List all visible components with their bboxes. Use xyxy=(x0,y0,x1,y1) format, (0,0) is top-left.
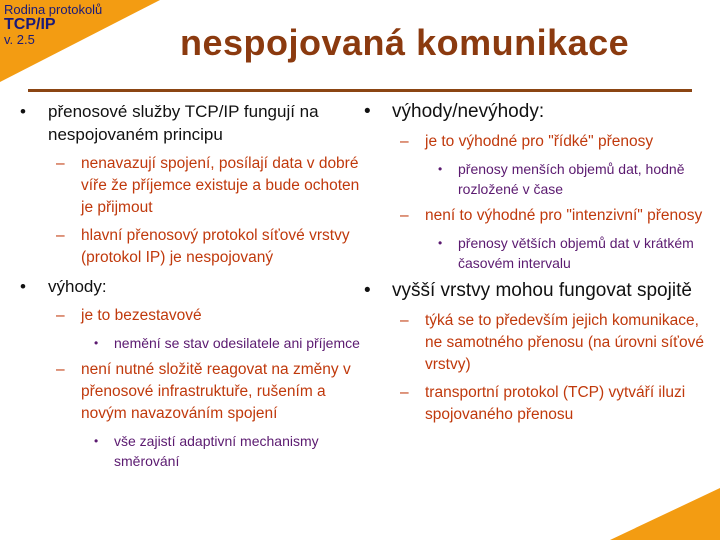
series-badge xyxy=(4,3,102,47)
dash-marker: – xyxy=(400,312,409,329)
sub-bullet-item xyxy=(20,305,365,327)
sub-bullet-text: nenavazují spojení, posílají data v dobré víře že příjemce existuje a bude ochoten je přijmout xyxy=(81,155,360,216)
sub-sub-bullet-text: vše zajistí adaptivní mechanismy směrování xyxy=(114,433,319,469)
dash-marker: – xyxy=(56,155,65,172)
bullet-marker: • xyxy=(364,280,371,301)
sub-bullet-item xyxy=(364,382,709,426)
sub-bullet-item xyxy=(364,310,709,376)
dash-marker: – xyxy=(400,384,409,401)
bullet-text: výhody: xyxy=(48,277,107,296)
sub-sub-bullet-item xyxy=(364,233,709,273)
sub-bullet-item xyxy=(364,205,709,227)
slide-title: nespojovaná komunikace xyxy=(180,22,630,63)
badge-topic: TCP/IP xyxy=(4,15,56,33)
bullet-marker: • xyxy=(20,277,26,296)
bullet-marker: • xyxy=(364,101,371,122)
sub-bullet-text: týká se to především jejich komunikace, ne samotného přenosu (na úrovni síťové vrstvy) xyxy=(425,312,704,373)
dash-marker: – xyxy=(400,207,409,224)
sub-sub-bullet-item xyxy=(20,333,365,353)
sub-sub-bullet-item xyxy=(364,159,709,199)
sub-bullet-item xyxy=(20,153,365,219)
bullet-item xyxy=(20,275,365,298)
sub-sub-bullet-text: nemění se stav odesilatele ani příjemce xyxy=(114,335,360,351)
badge-version: v. 2.5 xyxy=(4,32,35,48)
sub-bullet-text: není to výhodné pro "intenzivní" přenosy xyxy=(425,207,703,224)
sub-bullet-text: transportní protokol (TCP) vytváří iluzi spojovaného přenosu xyxy=(425,384,686,423)
bullet-text: přenosové služby TCP/IP fungují na nespojovaném principu xyxy=(48,102,319,144)
title-underline xyxy=(28,89,692,92)
sub-bullet-item xyxy=(364,131,709,153)
sub-sub-bullet-text: přenosy menších objemů dat, hodně rozložené v čase xyxy=(458,161,685,197)
bullet-item xyxy=(364,279,709,303)
left-column xyxy=(20,100,365,477)
sub-bullet-item xyxy=(20,225,365,269)
bullet-item xyxy=(20,100,365,146)
sub-bullet-text: není nutné složitě reagovat na změny v přenosové infrastruktuře, rušením a novým navazováním spojení xyxy=(81,361,351,422)
bullet-marker-small: • xyxy=(438,162,443,176)
dash-marker: – xyxy=(56,227,65,244)
right-column xyxy=(364,100,709,432)
sub-bullet-text: je to bezestavové xyxy=(81,307,202,324)
bullet-marker-small: • xyxy=(94,434,99,448)
sub-bullet-item xyxy=(20,359,365,425)
bullet-item xyxy=(364,100,709,124)
sub-bullet-text: je to výhodné pro "řídké" přenosy xyxy=(425,133,654,150)
dash-marker: – xyxy=(56,361,65,378)
sub-bullet-text: hlavní přenosový protokol síťové vrstvy (protokol IP) je nespojovaný xyxy=(81,227,350,266)
sub-sub-bullet-text: přenosy větších objemů dat v krátkém časovém intervalu xyxy=(458,235,694,271)
bullet-text: výhody/nevýhody: xyxy=(392,101,545,122)
corner-decoration-bottom-right xyxy=(610,488,720,540)
bullet-text: vyšší vrstvy mohou fungovat spojitě xyxy=(392,280,692,301)
dash-marker: – xyxy=(400,133,409,150)
badge-series-name: Rodina protokolů xyxy=(4,2,103,17)
bullet-marker: • xyxy=(20,102,26,121)
sub-sub-bullet-item xyxy=(20,431,365,471)
bullet-marker-small: • xyxy=(438,236,443,250)
dash-marker: – xyxy=(56,307,65,324)
bullet-marker-small: • xyxy=(94,336,99,350)
